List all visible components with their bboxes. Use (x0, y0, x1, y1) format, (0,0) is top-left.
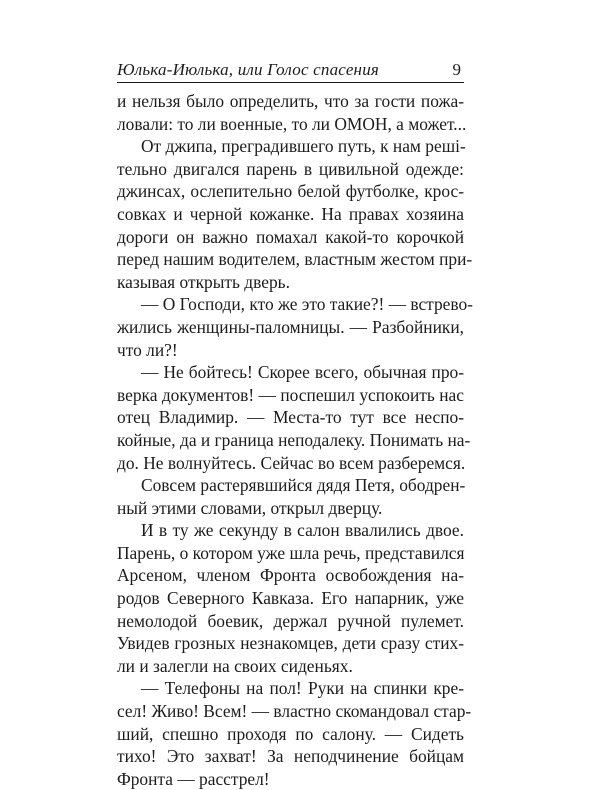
text-line: ный этими словами, открыл дверцу. (117, 497, 383, 518)
text-line: Парень, о котором уже шла речь, представился (117, 542, 465, 563)
text-line: совках и черной кожанке. На правах хозяина (117, 203, 464, 224)
text-line: немолодой боевик, держал ручной пулемет. (117, 610, 464, 631)
text-line: Арсеном, членом Фронта освобождения на- (117, 565, 464, 586)
text-line: тельно двигался парень в цивильной одежде: (117, 158, 464, 179)
text-line: казывая открыть дверь. (117, 271, 290, 292)
text-line: тихо! Это захват! За неподчинение бойцам (117, 746, 464, 767)
text-line: — Телефоны на пол! Руки на спинки кре- (141, 678, 464, 699)
text-line: И в ту же секунду в салон ввалились двое. (141, 520, 464, 541)
text-line: дороги он важно помахал какой-то корочкой (117, 226, 464, 247)
text-line: и нельзя было определить, что за гости пожа- (117, 91, 464, 111)
text-line: что ли?! (117, 339, 178, 360)
text-line: ли и залегли на своих сиденьях. (117, 655, 353, 676)
text-line: койные, да и граница неподалеку. Понимать на- (117, 429, 471, 450)
text-line: Фронта — расстрел! (117, 768, 270, 789)
text-line: Совсем растерявшийся дядя Петя, ободрен- (141, 475, 466, 496)
text-line: родов Северного Кавказа. Его напарник, уже (117, 588, 464, 609)
text-line: Увидев грозных незнакомцев, дети сразу стих- (117, 633, 464, 654)
text-line: джинсах, ослепительно белой футболке, крос- (117, 181, 464, 202)
text-line: сел! Живо! Всем! — властно скомандовал стар- (117, 701, 472, 722)
text-line: перед нашим водителем, властным жестом при- (117, 249, 473, 270)
text-line: отец Владимир. — Места-то тут все неспо- (117, 407, 464, 428)
running-head (117, 58, 464, 82)
text-line: — О Господи, кто же это такие?! — встрево- (141, 294, 473, 315)
body-text (117, 90, 473, 790)
header-rule (117, 82, 464, 83)
text-line: — Не бойтесь! Скорее всего, обычная про- (141, 362, 464, 383)
page-number: 9 (452, 60, 461, 79)
text-line: ший, спешно проходя по салону. — Сидеть (117, 723, 464, 744)
text-line: жились женщины-паломницы. — Разбойники, (117, 316, 464, 337)
text-line: до. Не волнуйтесь. Сейчас во всем разберемся. (117, 452, 466, 473)
text-line: От джипа, преградившего путь, к нам решi- (141, 136, 466, 157)
text-line: ловали: то ли военные, то ли ОМОН, а может... (117, 113, 467, 134)
running-title: Юлька-Июлька, или Голос спасения (117, 60, 379, 79)
text-line: верка документов! — поспешил успокоить нас (117, 384, 464, 405)
